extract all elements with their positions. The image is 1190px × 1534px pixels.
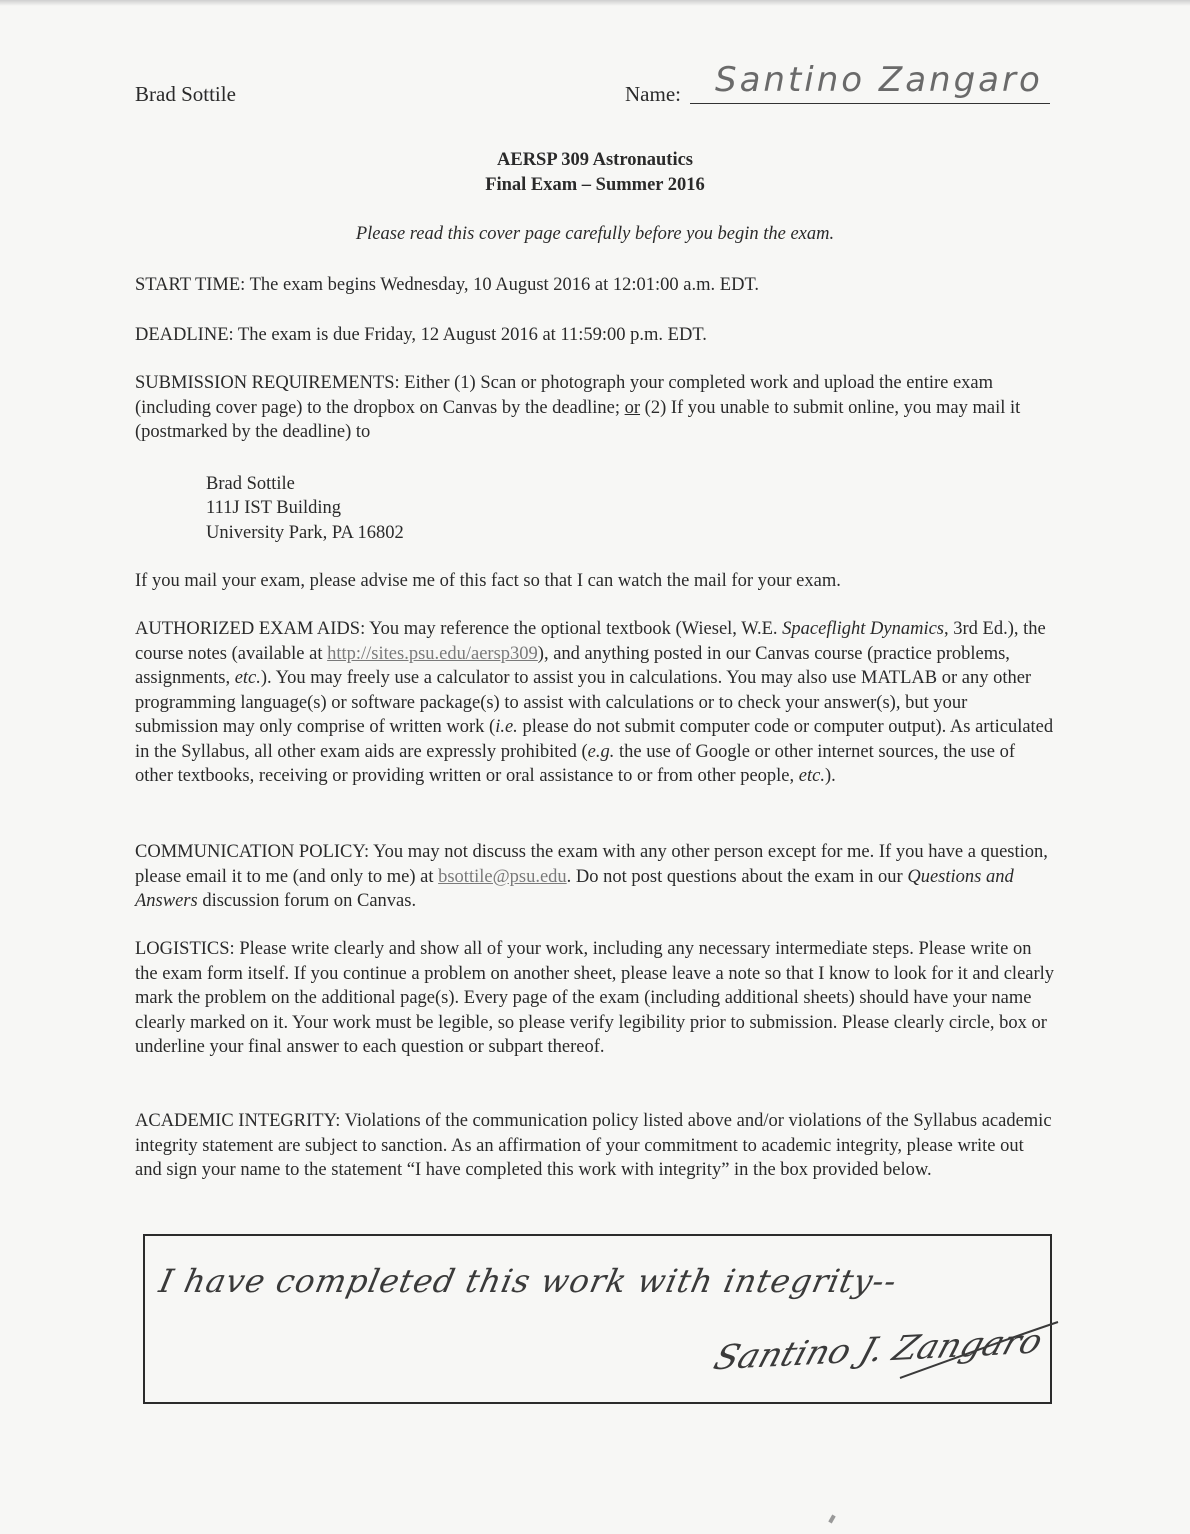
handwritten-integrity-statement: I have completed this work with integrity--	[155, 1262, 901, 1300]
address-line-3: University Park, PA 16802	[206, 523, 404, 543]
aids-etc-2: etc.	[798, 766, 825, 786]
comm-text-1: COMMUNICATION POLICY: You may not discuss the exam with any other person except for me. If you have a question, please email it to me (and only to me) at	[135, 842, 1048, 887]
instructor-email-link[interactable]: bsottile@psu.edu	[438, 866, 567, 887]
aids-ie: i.e.	[495, 717, 518, 737]
start-time-paragraph: START TIME: The exam begins Wednesday, 10 August 2016 at 12:01:00 a.m. EDT.	[135, 275, 759, 295]
aids-text-4: ). You may freely use a calculator to assist you in calculations. You may also use MATLAB or any other programming language(s) or software package(s) to assist with calculations or to check your answer(s), but your submission may only comprise of written work (	[135, 668, 1032, 737]
cover-instructions: Please read this cover page carefully before you begin the exam.	[355, 224, 835, 244]
comm-text-2: . Do not post questions about the exam in our	[566, 866, 908, 887]
comm-text-3: discussion forum on Canvas.	[197, 891, 417, 911]
aids-text-5: please do not submit computer code or computer output). As articulated in the Syllabus, all other exam aids are expressly prohibited (	[135, 717, 1054, 762]
logistics-paragraph: LOGISTICS: Please write clearly and show all of your work, including any necessary intermediate steps. Please write on the exam form itself. If you continue a problem on another sheet, please leave a note so that I know to look for it and clearly mark the problem on the additional page(s). Every page of the exam (including additional sheets) should have your name clearly marked on it. Your work must be legible, so please verify legibility prior to submission. Please clearly circle, box or underline your final answer to each question or subpart thereof.	[135, 939, 1055, 1057]
deadline-paragraph: DEADLINE: The exam is due Friday, 12 August 2016 at 11:59:00 p.m. EDT.	[135, 325, 707, 345]
aids-text-1: AUTHORIZED EXAM AIDS: You may reference the optional textbook (Wiesel, W.E.	[135, 619, 783, 639]
name-label: Name:	[625, 82, 681, 106]
address-line-2: 111J IST Building	[206, 498, 342, 518]
aids-eg: e.g.	[587, 741, 615, 762]
exam-title: Final Exam – Summer 2016	[485, 175, 705, 195]
aids-etc-1: etc.	[234, 668, 261, 688]
aids-text-3: ), and anything posted in our Canvas course (practice problems, assignments,	[135, 643, 1010, 688]
course-title: AERSP 309 Astronautics	[497, 150, 693, 170]
submission-text-1: SUBMISSION REQUIREMENTS: Either (1) Scan or photograph your completed work and upload the entire exam (including cover page) to the dropbox on Canvas by the deadline;	[135, 373, 994, 418]
aids-text-2: , 3rd Ed.), the course notes (available at	[135, 619, 1046, 664]
instructor-name: Brad Sottile	[135, 82, 236, 106]
handwritten-signature: Santino J. Zangaro	[708, 1321, 1048, 1379]
course-notes-link[interactable]: http://sites.psu.edu/aersp309	[327, 643, 538, 664]
handwritten-student-name: Santino Zangaro	[715, 60, 1043, 100]
mail-note-paragraph: If you mail your exam, please advise me of this fact so that I can watch the mail for your exam.	[135, 571, 841, 591]
academic-integrity-paragraph: ACADEMIC INTEGRITY: Violations of the communication policy listed above and/or violations of the Syllabus academic integrity statement are subject to sanction. As an affirmation of your commitment to academic integrity, please write out and sign your name to the statement “I have completed this work with integrity” in the box provided below.	[135, 1111, 1052, 1180]
submission-text-2: (2) If you unable to submit online, you may mail it (postmarked by the deadline) to	[135, 397, 1021, 442]
submission-or: or	[624, 397, 641, 418]
aids-text-7: ).	[824, 766, 836, 786]
address-line-1: Brad Sottile	[206, 474, 295, 494]
aids-text-6: the use of Google or other internet sources, the use of other textbooks, receiving or providing written or oral assistance to or from other people,	[135, 741, 1016, 786]
comm-forum-name: Questions and Answers	[135, 866, 1014, 911]
aids-book-title: Spaceflight Dynamics	[782, 619, 945, 639]
